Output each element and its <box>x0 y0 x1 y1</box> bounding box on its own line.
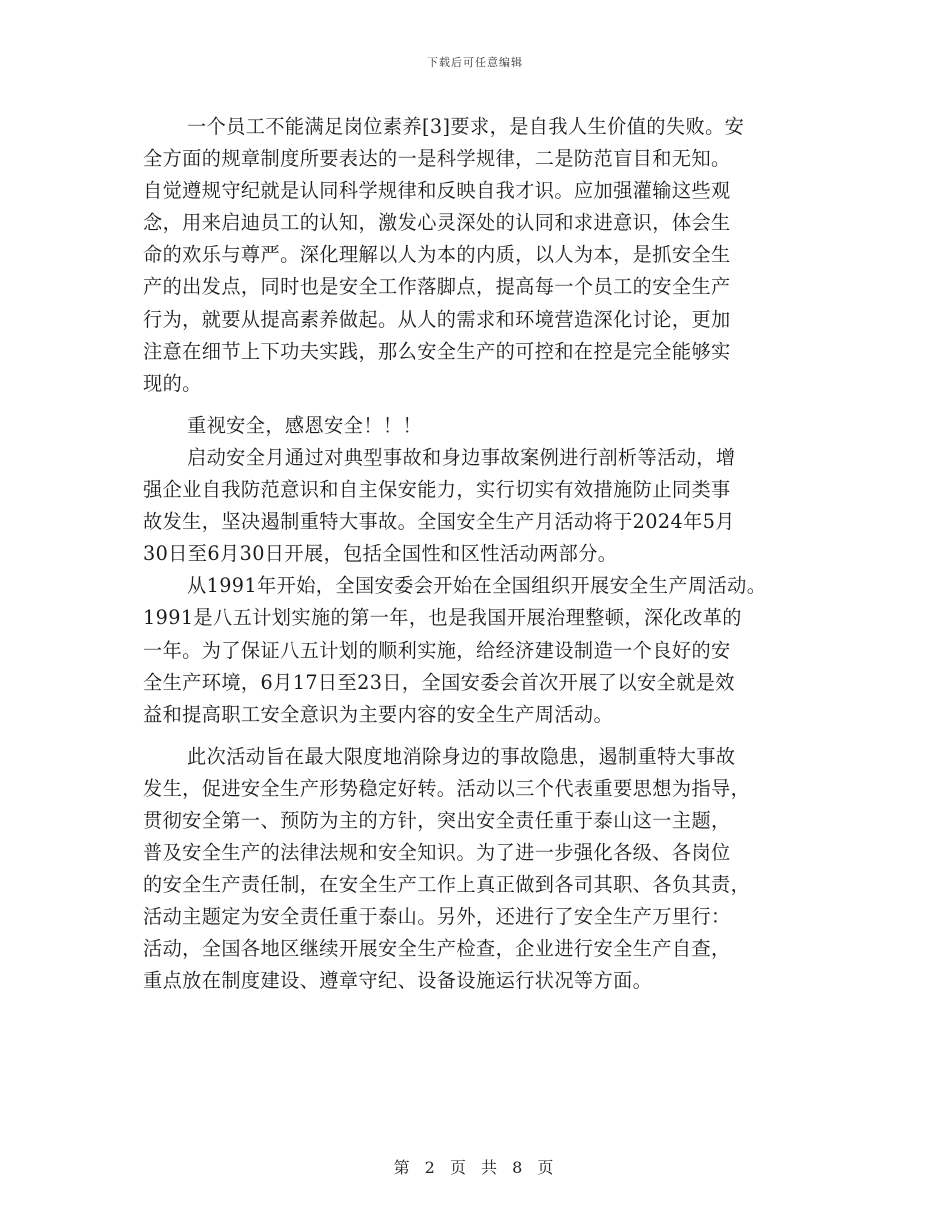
text-line: 贯彻安全第一、预防为主的方针，突出安全责任重于泰山这一主题， <box>143 808 731 832</box>
text-line: 此次活动旨在最大限度地消除身边的事故隐患，遏制重特大事故 <box>187 744 736 768</box>
text-line: 重视安全，感恩安全！！！ <box>187 413 423 437</box>
paragraph <box>143 410 833 442</box>
text-line: 益和提高职工安全意识为主要内容的安全生产周活动。 <box>143 702 614 726</box>
text-line: 普及安全生产的法律法规和安全知识。为了进一步强化各级、各岗位 <box>143 841 731 865</box>
text-line: 1991是八五计划实施的第一年，也是我国开展治理整顿，深化改革的 <box>143 606 742 630</box>
text-line: 自觉遵规守纪就是认同科学规律和反映自我才识。应加强灌输这些观 <box>143 179 731 203</box>
text-line: 全生产环境，6月17日至23日，全国安委会首次开展了以安全就是效 <box>143 670 735 694</box>
text-line: 从1991年开始，全国安委会开始在全国组织开展安全生产周活动。 <box>187 574 767 598</box>
text-line: 发生，促进安全生产形势稳定好转。活动以三个代表重要思想为指导， <box>143 776 751 800</box>
paragraph <box>143 741 833 998</box>
text-line: 活动，全国各地区继续开展安全生产检查，企业进行安全生产自查， <box>143 937 731 961</box>
page-number-footer: 第 2 页 共 8 页 <box>393 1158 557 1177</box>
document-body <box>143 111 833 998</box>
text-line: 命的欢乐与尊严。深化理解以人为本的内质，以人为本，是抓安全生 <box>143 243 731 267</box>
text-line: 行为，就要从提高素养做起。从人的需求和环境营造深化讨论，更加 <box>143 307 731 331</box>
text-line: 强企业自我防范意识和自主保安能力，实行切实有效措施防止同类事 <box>143 478 731 502</box>
text-line: 重点放在制度建设、遵章守纪、设备设施运行状况等方面。 <box>143 969 653 993</box>
text-line: 的安全生产责任制，在安全生产工作上真正做到各司其职、各负其责， <box>143 873 751 897</box>
paragraph <box>143 442 833 570</box>
text-line: 故发生，坚决遏制重特大事故。全国安全生产月活动将于2024年5月 <box>143 510 735 534</box>
text-line: 产的出发点，同时也是安全工作落脚点，提高每一个员工的安全生产 <box>143 275 731 299</box>
paragraph-gap <box>143 400 833 410</box>
paragraph-gap <box>143 731 833 741</box>
paragraph <box>143 111 833 400</box>
page-header: 下载后可任意编辑 <box>427 56 523 69</box>
text-line: 念，用来启迪员工的认知，激发心灵深处的认同和求进意识，体会生 <box>143 211 731 235</box>
text-line: 启动安全月通过对典型事故和身边事故案例进行剖析等活动，增 <box>187 445 736 469</box>
paragraph <box>143 570 833 730</box>
text-line: 一年。为了保证八五计划的顺利实施，给经济建设制造一个良好的安 <box>143 638 731 662</box>
text-line: 30日至6月30日开展，包括全国性和区性活动两部分。 <box>143 542 618 566</box>
text-line: 全方面的规章制度所要表达的一是科学规律，二是防范盲目和无知。 <box>143 147 731 171</box>
text-line: 注意在细节上下功夫实践，那么安全生产的可控和在控是完全能够实 <box>143 339 731 363</box>
text-line: 一个员工不能满足岗位素养[3]要求，是自我人生价值的失败。安 <box>187 115 745 138</box>
text-line: 现的。 <box>143 371 202 395</box>
text-line: 活动主题定为安全责任重于泰山。另外，还进行了安全生产万里行： <box>143 905 731 929</box>
